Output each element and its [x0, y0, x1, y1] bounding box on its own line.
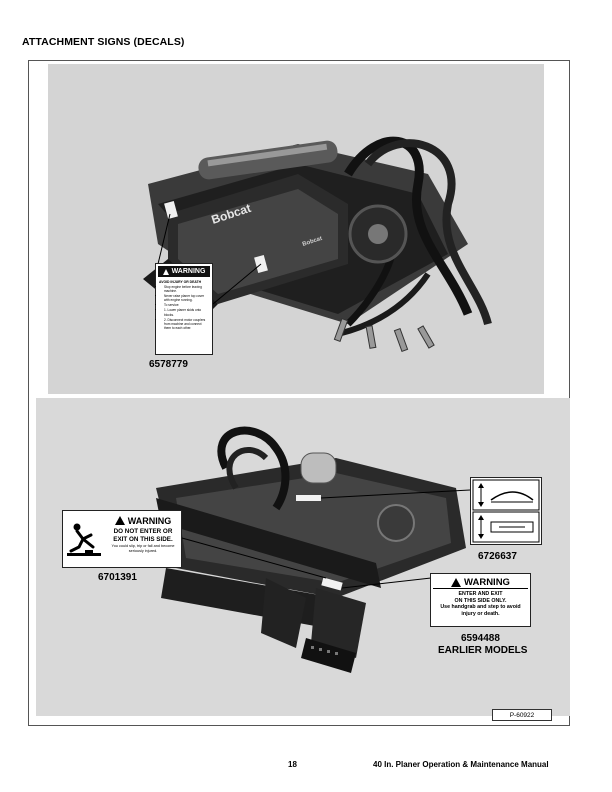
instruction-item: • Stop engine before leaving machine. — [164, 285, 209, 293]
decal-message — [431, 591, 530, 618]
message-line: ON THIS SIDE ONLY. — [454, 597, 507, 604]
message-line: injury or death. — [461, 611, 500, 618]
warning-label: WARNING — [171, 268, 206, 275]
warning-triangle-icon — [451, 578, 461, 587]
message-line: EXIT ON THIS SIDE. — [113, 535, 173, 543]
roller-position-pictogram-icon — [471, 478, 541, 544]
slip-fall-pictogram-icon — [65, 513, 103, 565]
manual-title: 40 In. Planer Operation & Maintenance Manual — [373, 760, 549, 769]
section-title: ATTACHMENT SIGNS (DECALS) — [22, 36, 185, 48]
decal-fine-print: You could slip, trip or fall and become seriously injured. — [111, 544, 175, 553]
planer-top-illustration — [48, 64, 544, 394]
decal-note: EARLIER MODELS — [438, 645, 528, 656]
bobcat-logo-side: Bobcat — [301, 235, 323, 248]
decal-6701391 — [62, 510, 182, 568]
warning-label: WARNING — [464, 576, 510, 588]
top-machine-photo — [48, 64, 544, 394]
instruction-item: • Never raise planer top cover with engine running. — [164, 294, 209, 302]
message-line: DO NOT ENTER OR — [113, 528, 173, 535]
message-line: ENTER AND EXIT — [458, 591, 503, 597]
warning-triangle-icon — [115, 516, 125, 525]
warning-header — [107, 515, 179, 526]
page-number: 18 — [288, 760, 297, 769]
part-number-6594488: 6594488 — [461, 633, 500, 644]
decal-6594488 — [430, 573, 531, 627]
decal-heading: AVOID INJURY OR DEATH — [159, 280, 202, 284]
part-number-6701391: 6701391 — [98, 572, 137, 583]
decal-6726637 — [470, 477, 542, 545]
message-line: Use handgrab and step to avoid — [440, 604, 521, 611]
bobcat-logo-front: Bobcat — [209, 200, 253, 227]
instruction-item: • To service: — [164, 303, 209, 307]
warning-triangle-icon — [163, 269, 169, 275]
instruction-item: • 2. Disconnect motor couplers from machine and connect them to each other. — [164, 318, 209, 331]
warning-label: WARNING — [127, 515, 172, 526]
figure-number: P-60922 — [492, 709, 552, 721]
warning-header — [433, 576, 528, 589]
decal-instructions — [156, 285, 212, 330]
decal-message — [107, 528, 179, 543]
decal-6578779 — [155, 263, 213, 355]
warning-header — [158, 266, 210, 277]
part-number-6726637: 6726637 — [478, 551, 517, 562]
instruction-item: • 1. Lower planer skids onto blocks. — [164, 308, 209, 316]
part-number-6578779: 6578779 — [149, 359, 188, 370]
